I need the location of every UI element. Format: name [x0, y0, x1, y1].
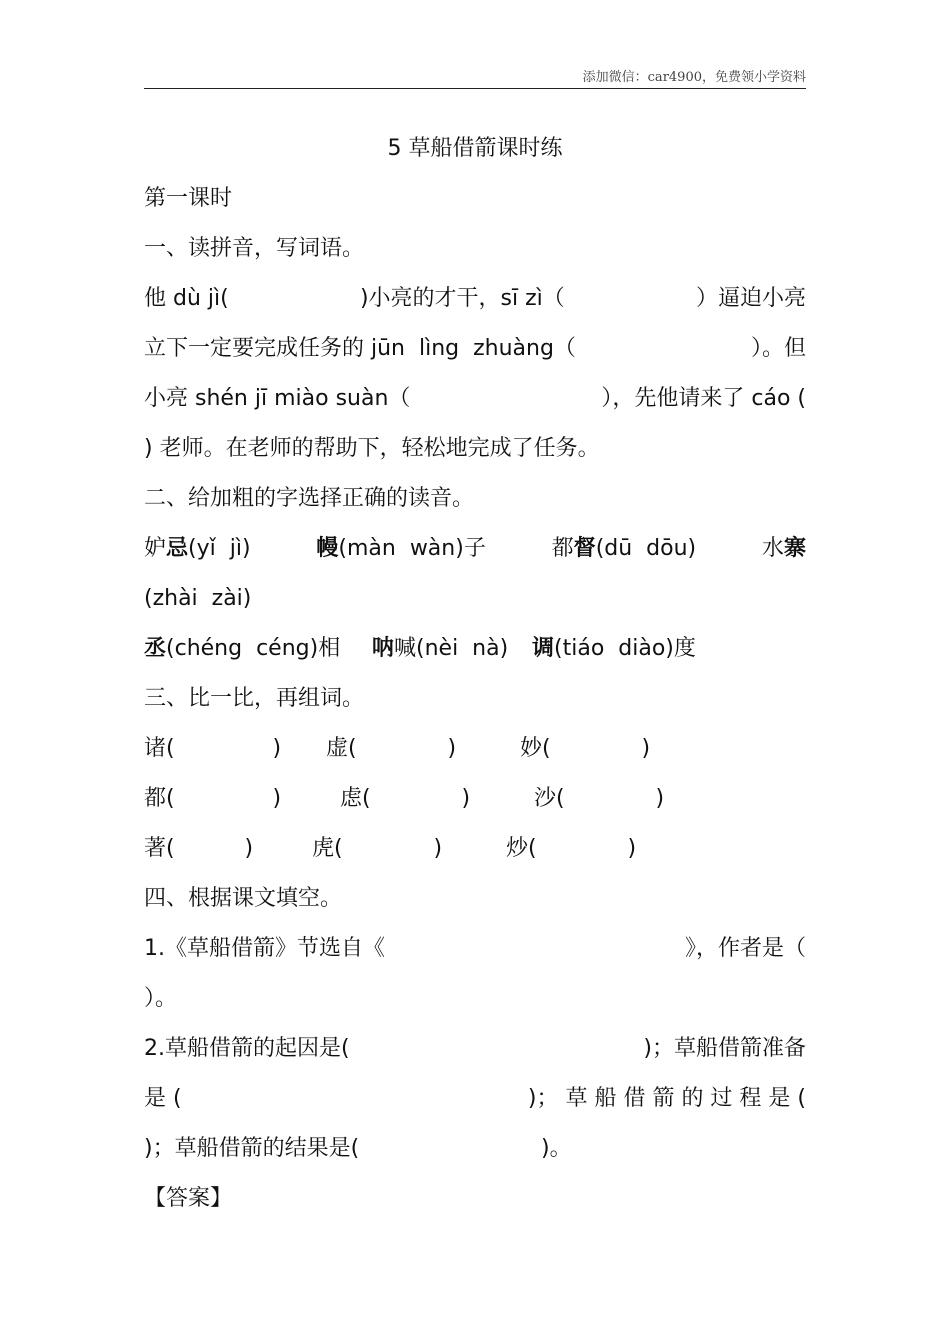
text-segment: )；草船借箭准备: [643, 1036, 806, 1061]
text-segment: 》，作者是（: [684, 936, 806, 961]
compare-item: 沙( ): [534, 786, 665, 811]
section-4-heading: 四、根据课文填空。: [144, 886, 343, 911]
compare-item: 炒( ): [506, 836, 637, 861]
text-segment: 他 dù jì(: [144, 286, 229, 311]
pinyin-item: 呐喊(nèi nà): [372, 636, 509, 661]
question-2-line-3: )；草船借箭的结果是( )。: [144, 1136, 572, 1161]
section-3-heading: 三、比一比，再组词。: [144, 686, 365, 711]
page-title: 5 草船借箭课时练: [387, 136, 563, 161]
section-1-para-line-3: [144, 384, 806, 414]
section-2-row-1-continued: (zhài zài): [144, 586, 252, 611]
section-2-heading: 二、给加粗的字选择正确的读音。: [144, 486, 475, 511]
header-note: 添加微信：car4900，免费领小学资料: [582, 70, 806, 85]
compare-item: 虑( ): [340, 786, 471, 811]
text-segment: ）逼迫小亮: [695, 286, 806, 311]
pinyin-item: 妒忌(yǐ jì): [144, 536, 251, 561]
answer-label: 【答案】: [144, 1186, 233, 1211]
question-1: [144, 934, 806, 964]
question-2-line-1: [144, 1034, 806, 1064]
section-1-para-line-4: ) 老师。在老师的帮助下，轻松地完成了任务。: [144, 436, 600, 461]
compare-item: 虚( ): [326, 736, 457, 761]
text-segment: 立下一定要完成任务的 jūn lìng zhuàng（: [144, 336, 576, 361]
question-1-continued: ）。: [144, 986, 178, 1011]
text-segment: )； 草 船 借 箭 的 过 程 是 (: [527, 1086, 806, 1111]
section-1-para-line-2: [144, 334, 806, 364]
text-segment: ），先他请来了 cáo (: [601, 386, 806, 411]
text-segment: ）。但: [750, 336, 806, 361]
compare-item: 诸( ): [144, 736, 282, 761]
compare-item: 都( ): [144, 786, 282, 811]
pinyin-item: 幔(màn wàn)子: [316, 536, 486, 561]
section-1-para-line-1: [144, 284, 806, 314]
lesson-label: 第一课时: [144, 186, 233, 211]
text-segment: 2.草船借箭的起因是(: [144, 1036, 350, 1061]
pinyin-item: 丞(chéng céng)相: [144, 636, 341, 661]
section-1-heading: 一、读拼音，写词语。: [144, 236, 365, 261]
page-header: [144, 66, 806, 89]
compare-item: 著( ): [144, 836, 254, 861]
text-segment: )小亮的才干，sī zì（: [359, 286, 565, 311]
text-segment: 小亮 shén jī miào suàn（: [144, 386, 411, 411]
text-segment: 是 (: [144, 1086, 182, 1111]
compare-item: 妙( ): [520, 736, 651, 761]
compare-item: 虎( ): [312, 836, 443, 861]
text-segment: 1.《草船借箭》节选自《: [144, 936, 385, 961]
pinyin-item: 调(tiáo diào)度: [532, 636, 696, 661]
question-2-line-2: [144, 1084, 806, 1114]
pinyin-item: 水寨: [761, 536, 806, 561]
pinyin-item: 都督(dū dōu): [551, 536, 697, 561]
section-2-row-1: [144, 534, 806, 564]
